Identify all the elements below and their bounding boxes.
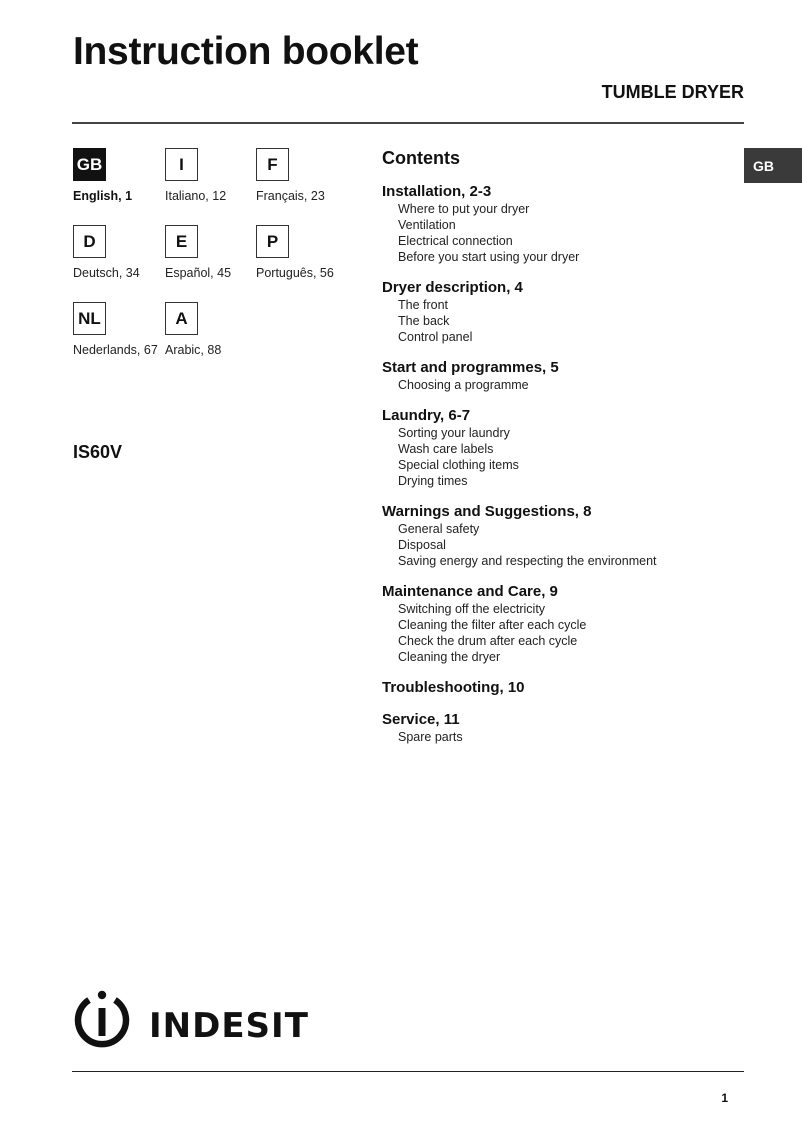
toc-item[interactable]: Cleaning the dryer [398, 650, 501, 664]
language-code-box: F [256, 148, 289, 181]
toc-item[interactable]: Wash care labels [398, 442, 494, 456]
language-side-tab: GB [744, 148, 802, 183]
toc-section-service [382, 711, 742, 745]
toc-item[interactable]: Spare parts [398, 730, 463, 744]
language-item-a[interactable] [165, 302, 275, 357]
toc-item[interactable]: Check the drum after each cycle [398, 634, 578, 648]
toc-item[interactable]: Switching off the electricity [398, 602, 546, 616]
contents-heading: Contents [382, 148, 460, 168]
page-title: Instruction booklet [73, 30, 419, 73]
language-label: English, 1 [73, 189, 133, 203]
language-code-box: A [165, 302, 198, 335]
toc-item[interactable]: Before you start using your dryer [398, 250, 580, 264]
toc-item[interactable]: The back [398, 314, 450, 328]
language-code-box: E [165, 225, 198, 258]
toc-item[interactable]: General safety [398, 522, 480, 536]
language-label: Français, 23 [256, 189, 325, 203]
language-code-box: P [256, 225, 289, 258]
toc-section-troubleshooting [382, 679, 742, 697]
toc-item[interactable]: The front [398, 298, 449, 312]
brand-name: INDESIT [149, 1006, 309, 1046]
toc-section-title[interactable]: Service, 11 [382, 711, 460, 728]
toc-item[interactable]: Choosing a programme [398, 378, 529, 392]
language-code-box: I [165, 148, 198, 181]
toc-item[interactable]: Control panel [398, 330, 473, 344]
language-label: Nederlands, 67 [73, 343, 158, 357]
footer-divider [72, 1071, 744, 1072]
language-item-f[interactable] [256, 148, 366, 203]
brand-logo [73, 988, 313, 1054]
toc-section-installation [382, 183, 742, 265]
toc-section-title[interactable]: Troubleshooting, 10 [382, 679, 525, 696]
toc-section-title[interactable]: Start and programmes, 5 [382, 359, 559, 376]
toc-item[interactable]: Ventilation [398, 218, 456, 232]
toc-item[interactable]: Disposal [398, 538, 446, 552]
page-number: 1 [721, 1091, 728, 1105]
language-label: Español, 45 [165, 266, 232, 280]
language-label: Português, 56 [256, 266, 334, 280]
toc-section-title[interactable]: Maintenance and Care, 9 [382, 583, 558, 600]
toc-item[interactable]: Sorting your laundry [398, 426, 510, 440]
language-item-p[interactable] [256, 225, 366, 280]
language-label: Arabic, 88 [165, 343, 222, 357]
toc-item[interactable]: Special clothing items [398, 458, 519, 472]
product-type: TUMBLE DRYER [601, 82, 744, 102]
toc-item[interactable]: Where to put your dryer [398, 202, 530, 216]
language-code-box: GB [73, 148, 106, 181]
language-label: Italiano, 12 [165, 189, 227, 203]
toc-section-maintenance [382, 583, 742, 665]
toc-section-laundry [382, 407, 742, 489]
toc-section-title[interactable]: Warnings and Suggestions, 8 [382, 503, 592, 520]
toc-item[interactable]: Cleaning the filter after each cycle [398, 618, 587, 632]
toc-section-title[interactable]: Dryer description, 4 [382, 279, 523, 296]
header-divider [72, 122, 744, 124]
toc-item[interactable]: Saving energy and respecting the environment [398, 554, 657, 568]
language-label: Deutsch, 34 [73, 266, 140, 280]
toc-section-dryer-description [382, 279, 742, 345]
toc-item[interactable]: Drying times [398, 474, 468, 488]
toc-section-title[interactable]: Laundry, 6-7 [382, 407, 471, 424]
model-number: IS60V [73, 442, 123, 462]
toc-section-start-programmes [382, 359, 742, 393]
toc-section-title[interactable]: Installation, 2-3 [382, 183, 492, 200]
toc-item[interactable]: Electrical connection [398, 234, 513, 248]
table-of-contents [382, 148, 742, 759]
indesit-logo-icon [73, 988, 313, 1054]
language-code-box: NL [73, 302, 106, 335]
toc-section-warnings [382, 503, 742, 569]
language-code-box: D [73, 225, 106, 258]
